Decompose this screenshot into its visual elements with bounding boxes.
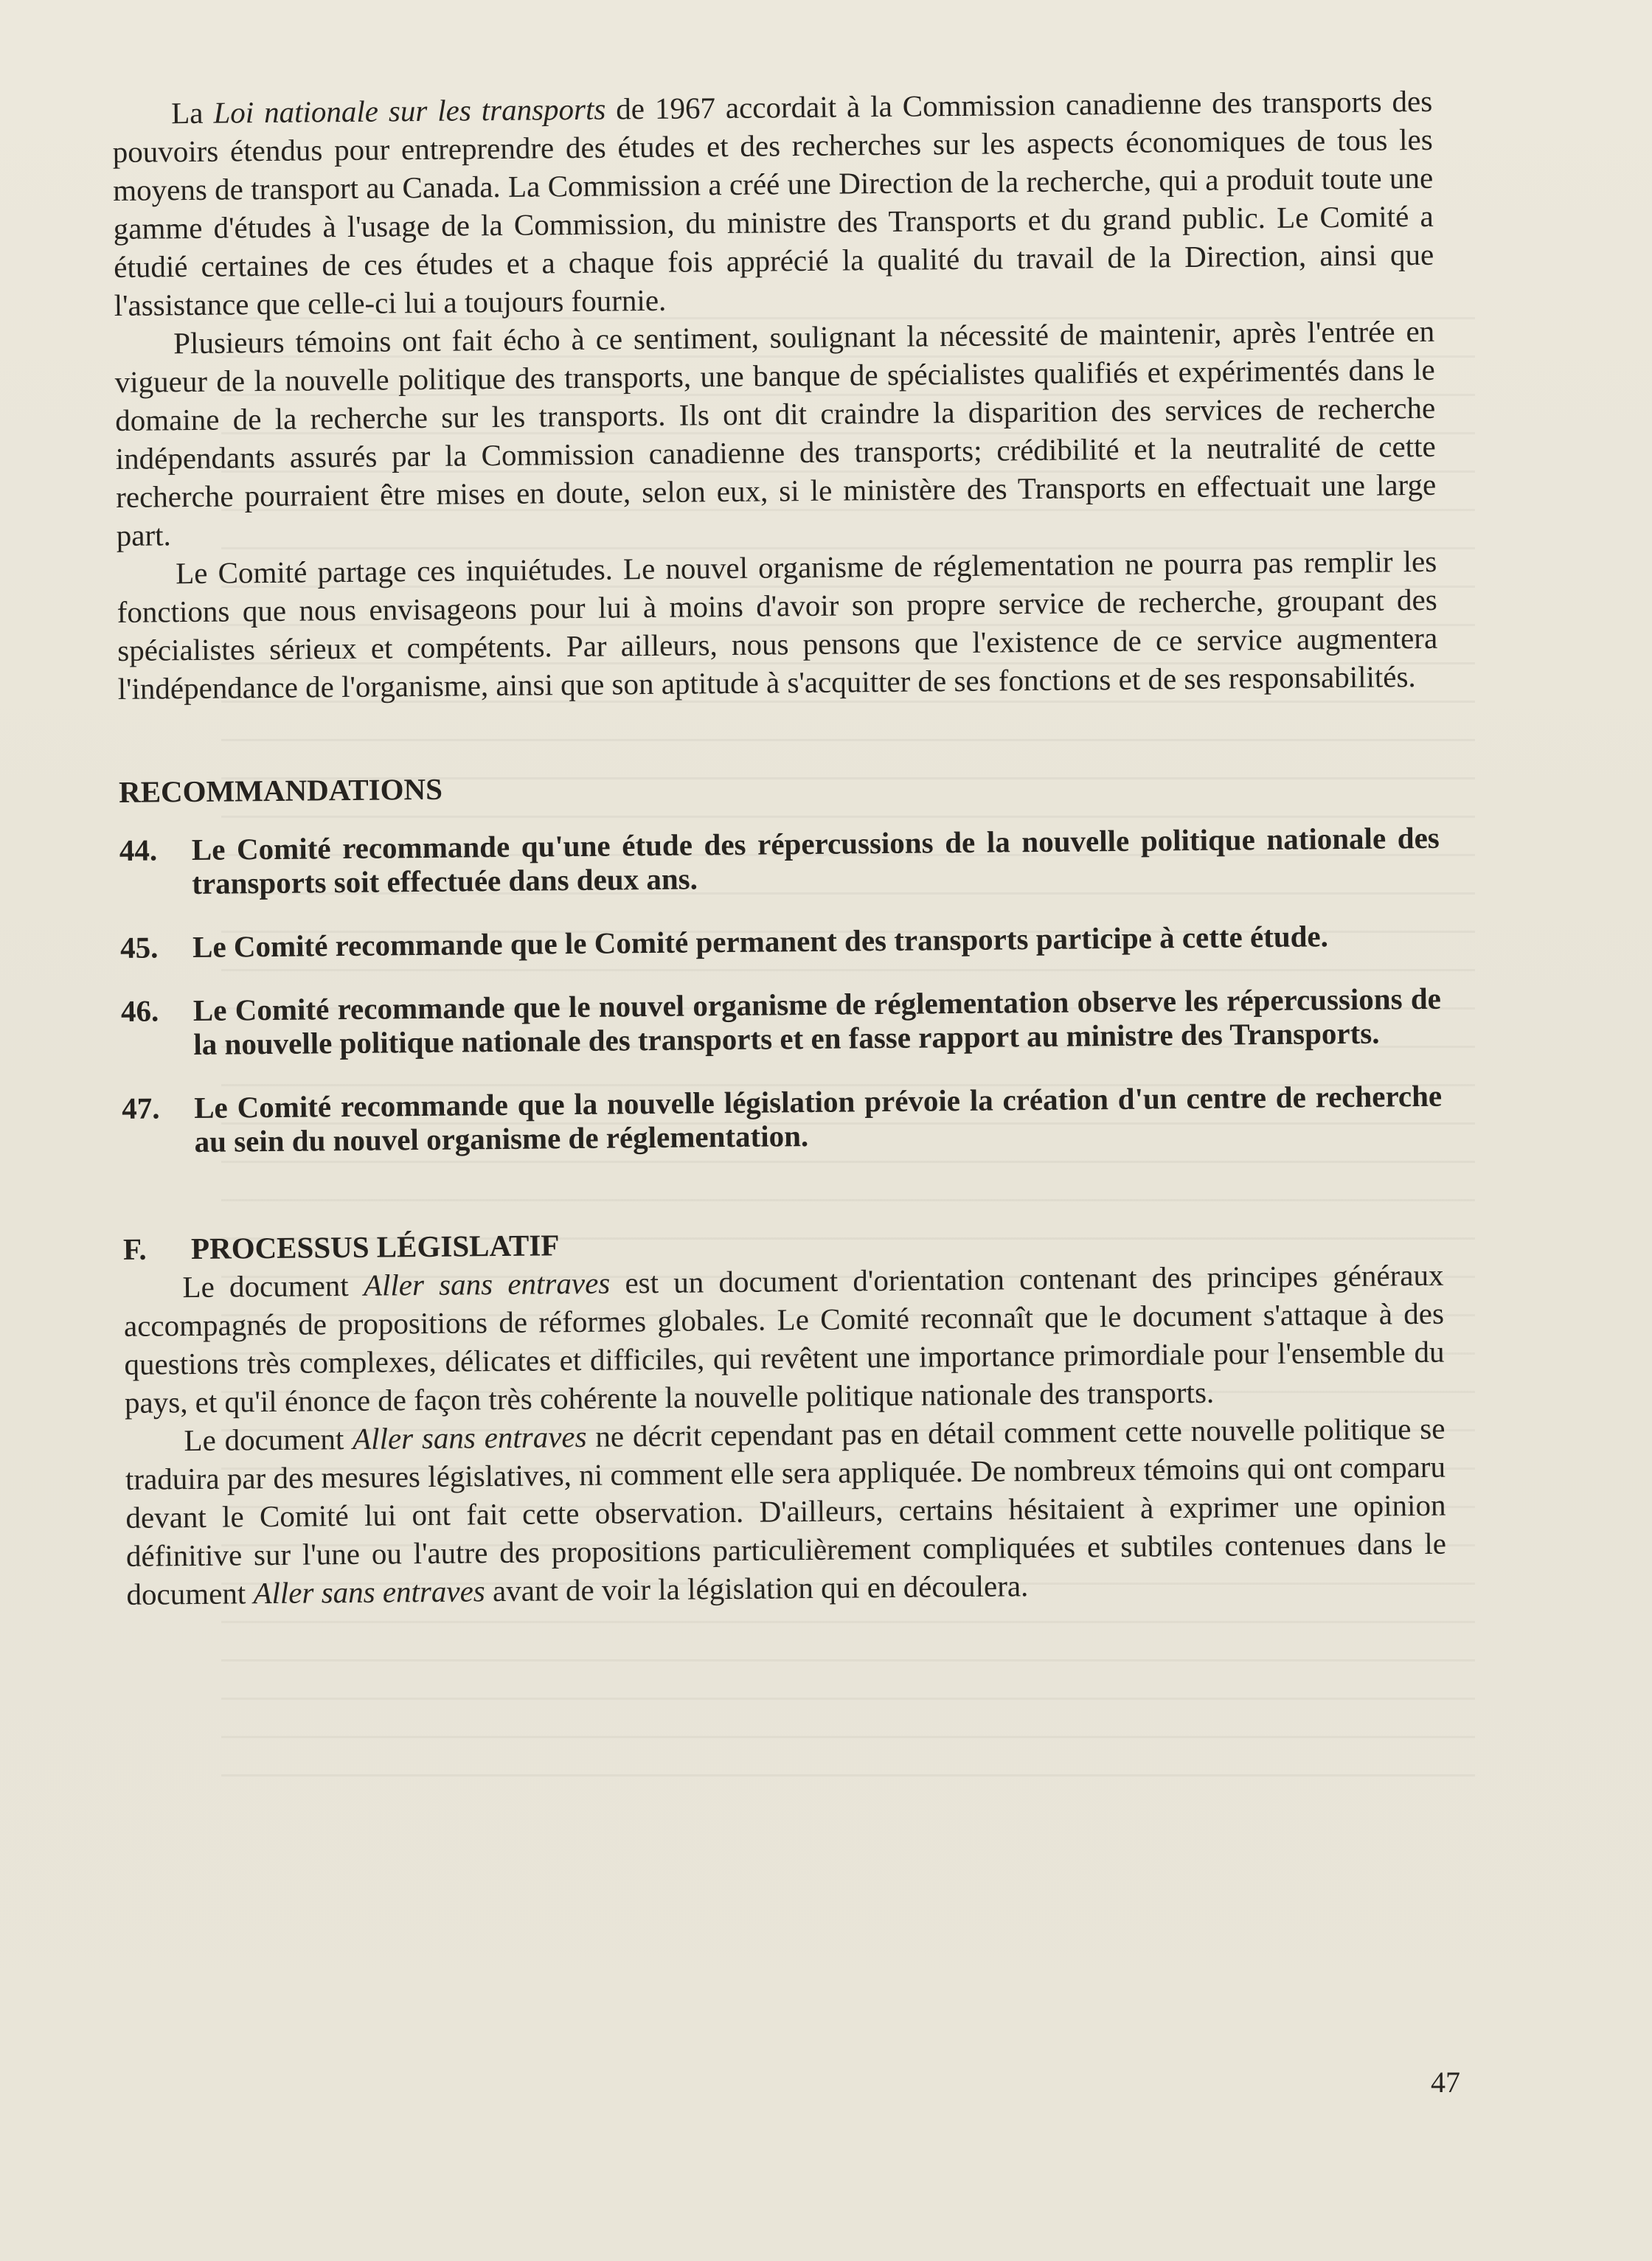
section-title: PROCESSUS LÉGISLATIF <box>190 1228 560 1266</box>
p1-text-end: de 1967 accordait à la Commission canadienne des transports des pouvoirs étendus pour entreprendre des études et des recherches sur les aspects économiques de tous les moyens de transport au Canada. La Commission a créé une Direction de la recherche, qui a produit toute une gamme d'études à l'usage de la Commission, du ministre des Transports et du grand public. Le Comité a étudié certaines de ces études et a chaque fois apprécié la qualité du travail de la Direction, ainsi que l'assistance que celle-ci lui a toujours fournie. <box>112 83 1434 322</box>
p5-text-end: avant de voir la législation qui en découlera. <box>485 1569 1029 1608</box>
recommendation-text: Le Comité recommande que le Comité permanent des transports participe à cette étude. <box>192 919 1329 965</box>
paragraph-witnesses-concern: Plusieurs témoins ont fait écho à ce sentiment, soulignant la nécessité de maintenir, après l'entrée en vigueur de la nouvelle politique des transports, une banque de spécialistes qualifiés et expérimentés dans le domaine de la recherche sur les transports. Ils ont dit craindre la disparition des services de recherche indépendants assurés par la Commission canadienne des transports; crédibilité et la neutralité de cette recherche pourraient être mises en doute, selon eux, si le ministère des Transports en effectuait une large part. <box>114 313 1437 552</box>
p5-text-middle: ne décrit cependant pas en détail comment cette nouvelle politique se traduira par des mesures législatives, ni comment elle sera appliquée. De nombreux témoins qui ont comparu devant le Comité lui ont fait cette observation. D'ailleurs, certains hésitaient à exprimer une opinion définitive sur l'une ou l'autre des propositions particulièrement compliquées et subtiles contenues dans le document <box>125 1411 1447 1611</box>
paragraph-commission-research <box>112 82 1434 324</box>
recommendation-number: 47. <box>121 1091 160 1125</box>
p4-text-end: est un document d'orientation contenant des principes généraux accompagnés de propositions de réformes globales. Le Comité reconnaît que le document s'attaque à des questions très complexes, délicates et difficiles, qui revêtent une importance primordiale pour l'ensemble du pays, et qu'il énonce de façon très cohérente la nouvelle politique nationale des transports. <box>123 1257 1445 1420</box>
paragraph-legislative-measures <box>125 1409 1446 1614</box>
p1-law-title: Loi nationale sur les transports <box>213 91 606 130</box>
paragraph-document-orientation <box>123 1256 1445 1422</box>
recommendation-number: 44. <box>119 833 158 867</box>
recommendation-44 <box>119 821 1440 901</box>
recommendation-text: Le Comité recommande qu'une étude des répercussions de la nouvelle politique nationale des transports soit effectuée dans deux ans. <box>191 820 1440 901</box>
recommendation-45 <box>120 918 1440 965</box>
p4-text-start: Le document <box>182 1268 364 1305</box>
p1-text-start: La <box>171 95 214 131</box>
recommendation-47 <box>122 1079 1443 1159</box>
recommendation-number: 46. <box>120 993 159 1028</box>
p5-text-start: Le document <box>184 1421 353 1458</box>
recommendation-text: Le Comité recommande que le nouvel organisme de réglementation observe les répercussions de la nouvelle politique nationale des transports et en fasse rapport au ministre des Transports. <box>192 981 1442 1061</box>
recommendation-number: 45. <box>119 930 159 965</box>
recommendation-46 <box>121 982 1442 1062</box>
paragraph-committee-shares: Le Comité partage ces inquiétudes. Le nouvel organisme de réglementation ne pourra pas remplir les fonctions que nous envisageons pour lui à moins d'avoir son propre service de recherche, groupant des spécialistes sérieux et compétents. Par ailleurs, nous pensons que l'existence de ce service augmentera l'indépendance de l'organisme, ainsi que son aptitude à s'acquitter de ses fonctions et de ses responsabilités. <box>117 543 1438 706</box>
page-number: 47 <box>1431 2066 1460 2099</box>
recommendations-heading: RECOMMANDATIONS <box>118 771 443 809</box>
page-content <box>112 82 1447 1614</box>
p5-document-title-2: Aller sans entraves <box>253 1574 485 1611</box>
section-letter: F. <box>122 1232 147 1266</box>
p4-document-title: Aller sans entraves <box>363 1265 611 1302</box>
recommendation-text: Le Comité recommande que la nouvelle législation prévoie la création d'un centre de recherche au sein du nouvel organisme de réglementation. <box>193 1078 1443 1159</box>
p5-document-title-1: Aller sans entraves <box>352 1419 587 1456</box>
